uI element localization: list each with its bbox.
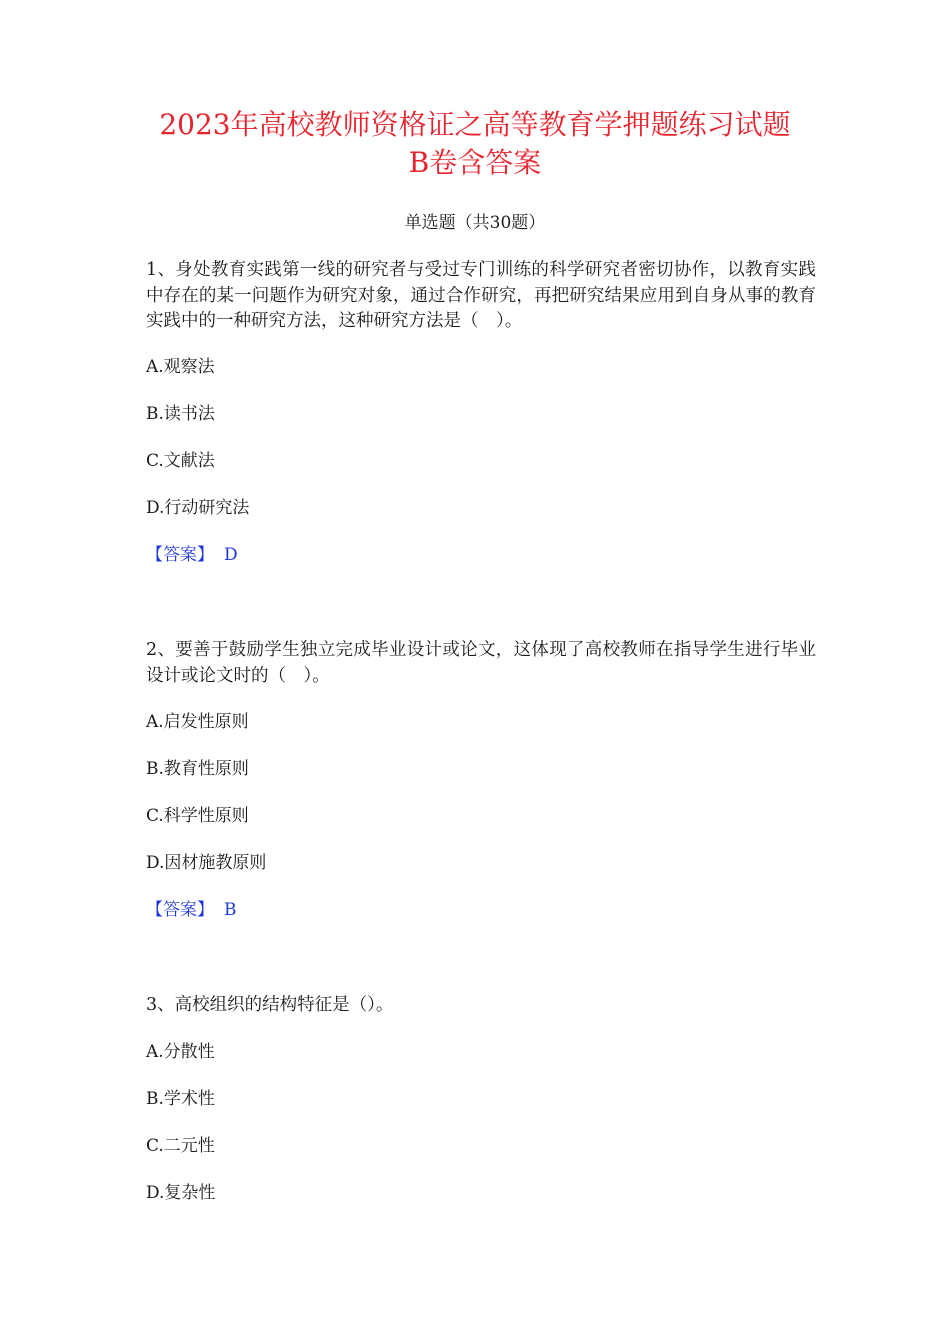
- question-1-answer: [146, 543, 238, 567]
- question-2-option-d: D.因材施教原则: [146, 853, 267, 873]
- answer-value: B: [224, 900, 237, 920]
- question-1-option-a: A.观察法: [146, 357, 215, 377]
- answer-value: D: [224, 545, 238, 565]
- question-2-stem: 2、要善于鼓励学生独立完成毕业设计或论文，这体现了高校教师在指导学生进行毕业设计或论文时的（ ）。: [146, 640, 816, 686]
- question-2-option-b: B.教育性原则: [146, 759, 249, 779]
- question-3-option-d: D.复杂性: [146, 1183, 216, 1203]
- question-3-option-a: A.分散性: [146, 1042, 215, 1062]
- question-1-stem: 1、身处教育实践第一线的研究者与受过专门训练的科学研究者密切协作，以教育实践中存在的某一问题作为研究对象，通过合作研究，再把研究结果应用到自身从事的教育实践中的一种研究方法，这种研究方法是（ ）。: [146, 260, 816, 331]
- question-3-option-b: B.学术性: [146, 1089, 215, 1109]
- document-title-line-2: B卷含答案: [408, 146, 542, 179]
- answer-label: 【答案】: [146, 545, 214, 565]
- question-1-option-c: C.文献法: [146, 451, 215, 471]
- question-2-option-c: C.科学性原则: [146, 806, 249, 826]
- question-3-option-c: C.二元性: [146, 1136, 215, 1156]
- answer-label: 【答案】: [146, 900, 214, 920]
- question-2-answer: [146, 898, 237, 922]
- question-1-option-b: B.读书法: [146, 404, 215, 424]
- question-1-option-d: D.行动研究法: [146, 498, 250, 518]
- section-heading: 单选题（共30题）: [404, 213, 546, 233]
- question-3-stem: 3、高校组织的结构特征是（）。: [146, 995, 394, 1015]
- question-2-option-a: A.启发性原则: [146, 712, 249, 732]
- document-title-line-1: 2023年高校教师资格证之高等教育学押题练习试题: [159, 108, 791, 141]
